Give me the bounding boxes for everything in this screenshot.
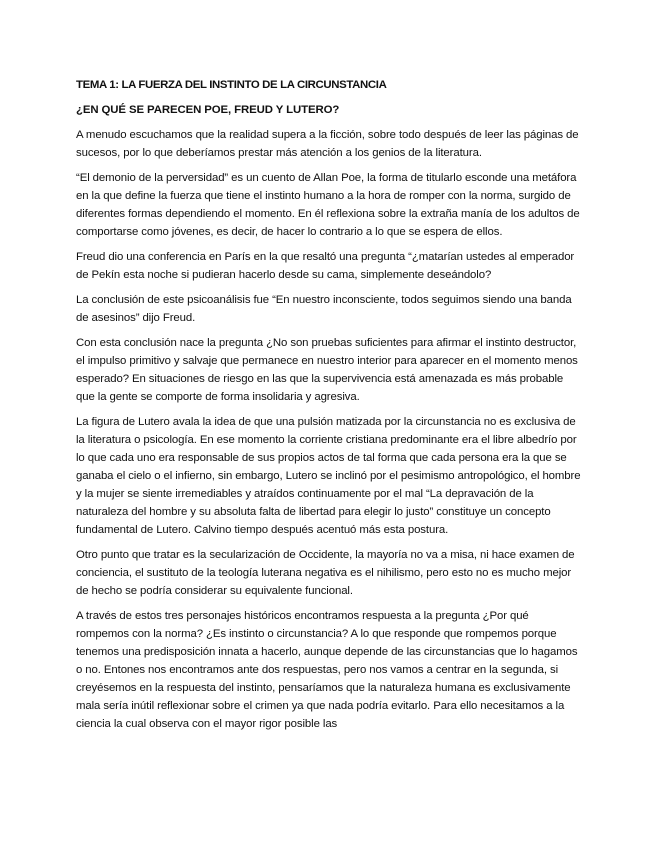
paragraph-freud-conclusion: La conclusión de este psicoanálisis fue “En nuestro inconsciente, todos seguimos siendo una banda de asesinos” dijo Freud. (76, 294, 572, 324)
paragraph-intro: A menudo escuchamos que la realidad supera a la ficción, sobre todo después de leer las páginas de sucesos, por lo que deberíamos prestar más atención a los genios de la literatura. (76, 129, 579, 159)
paragraph-conclusion: A través de estos tres personajes históricos encontramos respuesta a la pregunta ¿Por qué rompemos con la norma? ¿Es instinto o circunstancia? A lo que responde que rompemos porque tenemos una predisposición innata a hacerlo, aunque depende de las circunstancias que lo hagamos o no. Entones nos encontramos ante dos respuestas, pero nos vamos a centrar en la segunda, si creyésemos en la respuesta del instinto, pensaríamos que la naturaleza humana es exclusivamente mala sería inútil reflexionar sobre el crimen ya que nada podría evitarlo. Para ello necesitamos a la ciencia la cual observa con el mayor rigor posible las (76, 610, 578, 730)
paragraph-lutero: La figura de Lutero avala la idea de que una pulsión matizada por la circunstancia no es exclusiva de la literatura o psicología. En ese momento la corriente cristiana predominante era el libre albedrío por lo que cada uno era responsable de sus propios actos de tal forma que cada persona era la que se ganaba el cielo o el infierno, sin embargo, Lutero se inclinó por el pesimismo antropológico, el hombre y la mujer se siente irremediables y atraídos continuamente por el mal “La depravación de la naturaleza del hombre y su absoluta falta de libertad para elegir lo justo” constituye un concepto fundamental de Lutero. Calvino tiempo después acentuó más esta postura. (76, 416, 581, 536)
paragraph-secularizacion: Otro punto que tratar es la secularización de Occidente, la mayoría no va a misa, ni hace examen de conciencia, el sustituto de la teología luterana negativa es el nihilismo, pero esto no es mucho mejor de hecho se podría considerar su equivalente funcional. (76, 549, 575, 597)
document-subtitle: ¿EN QUÉ SE PARECEN POE, FREUD Y LUTERO? (76, 104, 340, 116)
paragraph-poe: “El demonio de la perversidad” es un cuento de Allan Poe, la forma de titularlo esconde una metáfora en la que define la fuerza que tiene el instinto humano a la hora de romper con la norma, surgido de diferentes formas dependiendo el momento. En él reflexiona sobre la extraña manía de los adultos de comportarse como jóvenes, es decir, de hacer lo contrario a lo que se espera de ellos. (76, 172, 580, 238)
paragraph-freud-question: Freud dio una conferencia en París en la que resaltó una pregunta “¿matarían ustedes al emperador de Pekín esta noche si pudieran hacerlo desde su cama, simplemente deseándolo? (76, 251, 575, 281)
document-title: TEMA 1: LA FUERZA DEL INSTINTO DE LA CIRCUNSTANCIA (76, 79, 387, 91)
paragraph-instinct-question: Con esta conclusión nace la pregunta ¿No son pruebas suficientes para afirmar el instinto destructor, el impulso primitivo y salvaje que permanece en nuestro interior para aparecer en el momento menos esperado? En situaciones de riesgo en las que la supervivencia está amenazada es más probable que la gente se comporte de forma insolidaria y agresiva. (76, 337, 578, 403)
